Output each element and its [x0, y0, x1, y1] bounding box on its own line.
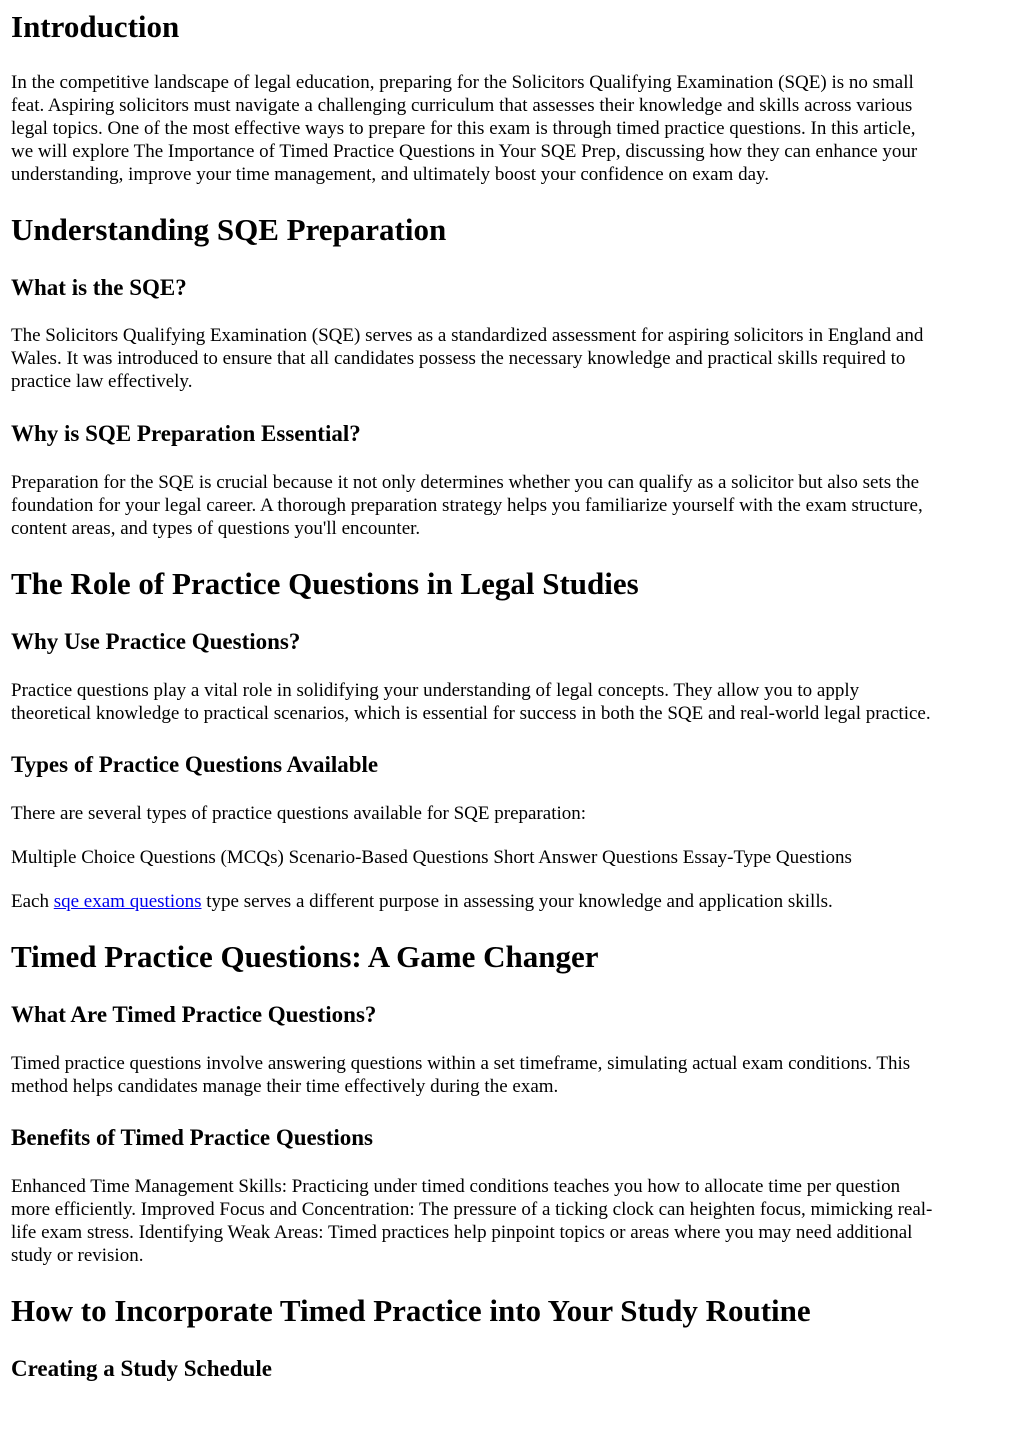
paragraph-line: Practice questions play a vital role in solidifying your understanding of legal concepts. They allow you to apply — [11, 680, 860, 701]
heading-benefits-of-timed-practice: Benefits of Timed Practice Questions — [11, 1125, 373, 1150]
paragraph-line: method helps candidates manage their time effectively during the exam. — [11, 1076, 559, 1097]
paragraph-line: we will explore The Importance of Timed Practice Questions in Your SQE Prep, discussing how they can enhance your — [11, 141, 918, 162]
paragraph-line: The Solicitors Qualifying Examination (SQE) serves as a standardized assessment for aspiring solicitors in England and — [11, 325, 924, 346]
heading-introduction: Introduction — [11, 9, 180, 44]
paragraph-line: more efficiently. Improved Focus and Concentration: The pressure of a ticking clock can heighten focus, mimicking real- — [11, 1199, 933, 1220]
paragraph-benefits — [11, 1175, 932, 1267]
paragraph-line: practice law effectively. — [11, 371, 193, 392]
paragraph-line: legal topics. One of the most effective ways to prepare for this exam is through timed practice questions. In this article, — [11, 118, 916, 139]
heading-types-of-practice-questions: Types of Practice Questions Available — [11, 752, 379, 777]
paragraph-line: Preparation for the SQE is crucial because it not only determines whether you can qualify as a solicitor but also sets the — [11, 472, 920, 493]
paragraph-line: In the competitive landscape of legal education, preparing for the Solicitors Qualifying Examination (SQE) is no small — [11, 72, 914, 93]
heading-creating-a-study-schedule: Creating a Study Schedule — [11, 1356, 272, 1381]
paragraph-intro — [11, 71, 917, 186]
paragraph-what-is-sqe — [11, 324, 923, 393]
paragraph-why-use — [11, 679, 931, 725]
paragraph-line: feat. Aspiring solicitors must navigate a challenging curriculum that assesses their knowledge and skills across various — [11, 95, 913, 116]
heading-how-to-incorporate-timed-practice: How to Incorporate Timed Practice into Your Study Routine — [11, 1293, 811, 1328]
paragraph-line: life exam stress. Identifying Weak Areas: Timed practices help pinpoint topics or areas where you may need additional — [11, 1222, 913, 1243]
paragraph-line: theoretical knowledge to practical scenarios, which is essential for success in both the SQE and real-world legal practice. — [11, 703, 931, 724]
paragraph-line: Enhanced Time Management Skills: Practicing under timed conditions teaches you how to allocate time per question — [11, 1176, 901, 1197]
paragraph-text: type serves a different purpose in assessing your knowledge and application skills. — [201, 891, 833, 912]
paragraph-line: Timed practice questions involve answering questions within a set timeframe, simulating actual exam conditions. This — [11, 1053, 911, 1074]
paragraph-why-essential — [11, 471, 923, 540]
heading-understanding-sqe-preparation: Understanding SQE Preparation — [11, 212, 447, 247]
heading-why-sqe-preparation-essential: Why is SQE Preparation Essential? — [11, 421, 361, 446]
heading-why-use-practice-questions: Why Use Practice Questions? — [11, 629, 301, 654]
paragraph-line: study or revision. — [11, 1245, 144, 1266]
paragraph-line: understanding, improve your time management, and ultimately boost your confidence on exam day. — [11, 164, 770, 185]
heading-timed-practice-questions: Timed Practice Questions: A Game Changer — [11, 939, 599, 974]
heading-what-is-the-sqe: What is the SQE? — [11, 275, 187, 300]
sqe-exam-questions-link[interactable]: sqe exam questions — [53, 891, 202, 912]
paragraph-types-intro: There are several types of practice questions available for SQE preparation: — [11, 803, 587, 824]
paragraph-each-type — [11, 890, 833, 913]
paragraph-what-are — [11, 1052, 910, 1098]
paragraph-line: foundation for your legal career. A thorough preparation strategy helps you familiarize yourself with the exam structure, — [11, 495, 923, 516]
paragraph-line: Wales. It was introduced to ensure that all candidates possess the necessary knowledge and practical skills required to — [11, 348, 906, 369]
paragraph-types-list: Multiple Choice Questions (MCQs) Scenario-Based Questions Short Answer Questions Essay-Type Questions — [11, 847, 852, 868]
paragraph-line: content areas, and types of questions you'll encounter. — [11, 518, 421, 539]
heading-what-are-timed-practice-questions: What Are Timed Practice Questions? — [11, 1002, 377, 1027]
heading-role-of-practice-questions: The Role of Practice Questions in Legal Studies — [11, 566, 639, 601]
paragraph-text: Each — [11, 891, 54, 912]
